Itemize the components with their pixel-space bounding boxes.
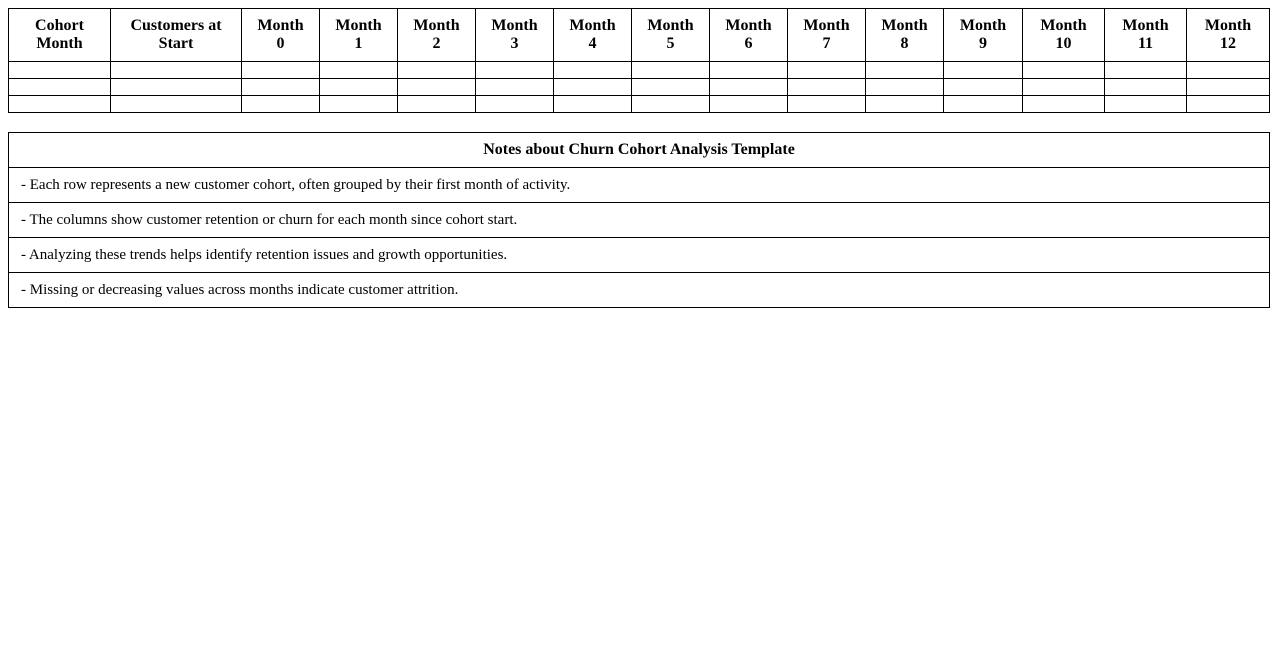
column-header-line: Month — [257, 17, 304, 34]
table-cell — [476, 62, 554, 79]
table-cell — [1105, 62, 1187, 79]
table-cell — [1187, 79, 1270, 96]
column-header-line: Cohort — [35, 17, 84, 34]
table-cell — [632, 79, 710, 96]
table-cell — [788, 62, 866, 79]
table-cell — [944, 79, 1023, 96]
table-cell — [788, 96, 866, 113]
notes-title: Notes about Churn Cohort Analysis Template — [9, 133, 1270, 168]
table-cell — [866, 96, 944, 113]
table-cell — [398, 79, 476, 96]
column-header-line: Month — [335, 17, 382, 34]
table-cell — [1023, 79, 1105, 96]
table-cell — [1023, 62, 1105, 79]
table-cell — [554, 79, 632, 96]
table-cell — [320, 62, 398, 79]
notes-row — [9, 203, 1270, 238]
column-header-line: Month — [725, 17, 772, 34]
note-item: - The columns show customer retention or churn for each month since cohort start. — [9, 203, 1270, 238]
table-cell — [9, 96, 111, 113]
table-cell — [398, 62, 476, 79]
notes-row — [9, 273, 1270, 308]
table-cell — [944, 62, 1023, 79]
cohort-table-body — [9, 62, 1270, 113]
table-cell — [398, 96, 476, 113]
column-header-line: Start — [158, 35, 194, 52]
table-cell — [866, 62, 944, 79]
column-header-line: 0 — [276, 35, 285, 52]
column-header — [554, 9, 632, 62]
table-cell — [866, 79, 944, 96]
column-header-line: Month — [1122, 17, 1169, 34]
table-cell — [944, 96, 1023, 113]
column-header — [398, 9, 476, 62]
table-cell — [554, 96, 632, 113]
notes-table — [8, 132, 1270, 308]
column-header-line: Month — [803, 17, 850, 34]
table-cell — [632, 62, 710, 79]
column-header — [866, 9, 944, 62]
column-header-line: Month — [647, 17, 694, 34]
table-cell — [710, 79, 788, 96]
column-header-line: Month — [413, 17, 460, 34]
table-cell — [9, 62, 111, 79]
notes-row — [9, 238, 1270, 273]
column-header-line: Month — [881, 17, 928, 34]
table-cell — [1105, 79, 1187, 96]
column-header-line: Customers at — [130, 17, 222, 34]
table-row — [9, 79, 1270, 96]
note-item: - Each row represents a new customer cohort, often grouped by their first month of activity. — [9, 168, 1270, 203]
table-cell — [242, 96, 320, 113]
table-cell — [1187, 96, 1270, 113]
column-header — [944, 9, 1023, 62]
table-cell — [476, 96, 554, 113]
column-header-line: 11 — [1137, 35, 1154, 52]
column-header-line: 10 — [1055, 35, 1072, 52]
column-header — [1105, 9, 1187, 62]
table-cell — [320, 79, 398, 96]
column-header-line: 1 — [354, 35, 363, 52]
column-header-line: Month — [36, 35, 83, 52]
column-header-line: 2 — [432, 35, 441, 52]
column-header-line: 3 — [510, 35, 519, 52]
note-item: - Missing or decreasing values across months indicate customer attrition. — [9, 273, 1270, 308]
table-cell — [111, 96, 242, 113]
column-header — [242, 9, 320, 62]
column-header — [9, 9, 111, 62]
table-cell — [554, 62, 632, 79]
table-cell — [111, 62, 242, 79]
column-header-line: Month — [959, 17, 1007, 34]
column-header — [710, 9, 788, 62]
page-content — [8, 8, 1270, 308]
column-header-line: 12 — [1220, 35, 1236, 52]
column-header — [476, 9, 554, 62]
table-cell — [320, 96, 398, 113]
notes-row — [9, 168, 1270, 203]
column-header — [111, 9, 242, 62]
column-header — [320, 9, 398, 62]
table-cell — [476, 79, 554, 96]
table-cell — [111, 79, 242, 96]
column-header-line: 5 — [666, 35, 675, 52]
column-header-line: 6 — [744, 35, 753, 52]
column-header — [1187, 9, 1270, 62]
cohort-table — [8, 8, 1270, 113]
cohort-header-row — [9, 9, 1270, 62]
column-header-line: 4 — [588, 35, 597, 52]
column-header — [788, 9, 866, 62]
table-cell — [242, 79, 320, 96]
column-header-line: 8 — [900, 35, 909, 52]
table-row — [9, 62, 1270, 79]
column-header-line: Month — [569, 17, 616, 34]
table-row — [9, 96, 1270, 113]
table-cell — [788, 79, 866, 96]
table-cell — [1023, 96, 1105, 113]
column-header-line: Month — [1204, 17, 1252, 34]
column-header-line: Month — [1040, 17, 1087, 34]
table-cell — [9, 79, 111, 96]
column-header — [632, 9, 710, 62]
column-header-line: Month — [491, 17, 538, 34]
note-item: - Analyzing these trends helps identify retention issues and growth opportunities. — [9, 238, 1270, 273]
column-header-line: 9 — [979, 35, 987, 52]
table-cell — [242, 62, 320, 79]
table-cell — [1105, 96, 1187, 113]
table-cell — [632, 96, 710, 113]
table-cell — [710, 62, 788, 79]
column-header — [1023, 9, 1105, 62]
table-cell — [710, 96, 788, 113]
table-cell — [1187, 62, 1270, 79]
column-header-line: 7 — [822, 35, 831, 52]
